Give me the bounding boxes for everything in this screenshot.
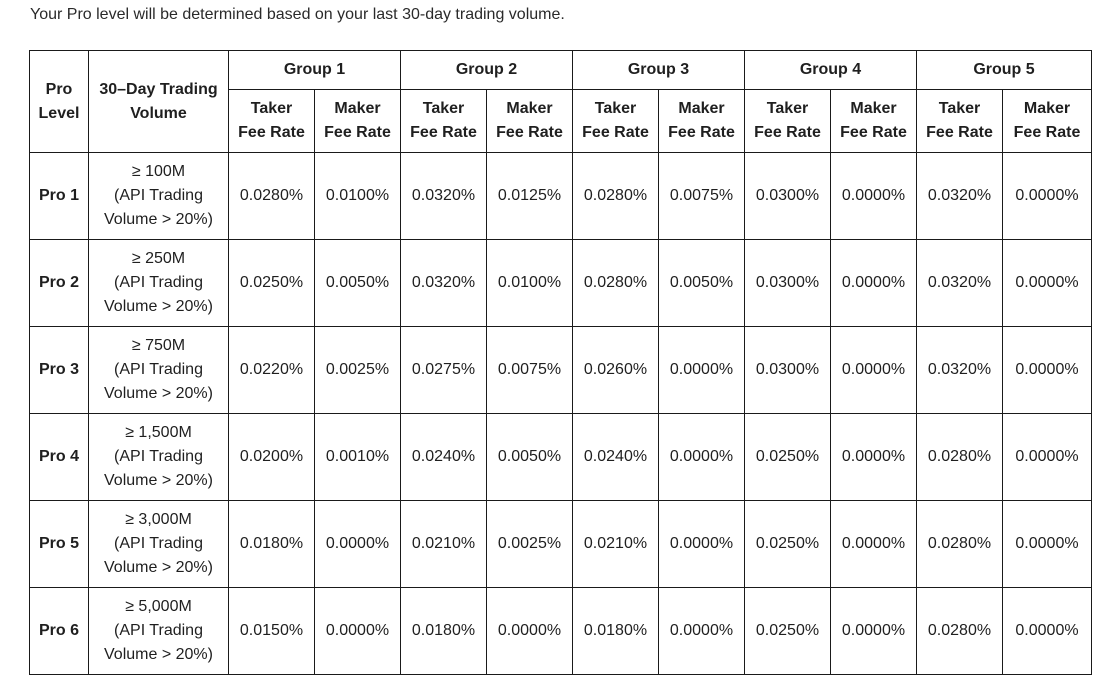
taker-fee-rate-cell: 0.0240% [573, 414, 659, 501]
header-taker-line1: Taker [594, 100, 637, 117]
header-maker-line2: Fee Rate [840, 124, 907, 141]
taker-fee-rate-cell: 0.0210% [573, 501, 659, 588]
taker-fee-rate-cell: 0.0300% [745, 153, 831, 240]
volume-cell [89, 327, 229, 414]
header-pro-level-line2: Level [38, 104, 80, 122]
volume-line: ≥ 1,500M [125, 424, 192, 441]
header-pro-level-line1: Pro [45, 80, 73, 98]
volume-line: ≥ 250M [131, 250, 186, 267]
pro-level-cell: Pro 3 [30, 327, 89, 414]
taker-fee-rate-cell: 0.0280% [917, 414, 1003, 501]
volume-cell [89, 153, 229, 240]
header-maker-fee-rate-group-4 [831, 90, 917, 153]
taker-fee-rate-cell: 0.0150% [229, 588, 315, 675]
header-volume-line2: Volume [130, 104, 187, 122]
maker-fee-rate-cell: 0.0025% [487, 501, 573, 588]
header-maker-line1: Maker [1023, 100, 1071, 117]
table-row [30, 153, 1092, 240]
taker-fee-rate-cell: 0.0200% [229, 414, 315, 501]
header-taker-fee-rate-group-3 [573, 90, 659, 153]
header-group-1: Group 1 [229, 51, 401, 90]
volume-line: (API Trading [114, 448, 203, 465]
volume-line: (API Trading [114, 622, 203, 639]
maker-fee-rate-cell: 0.0000% [659, 327, 745, 414]
volume-line: ≥ 3,000M [125, 511, 192, 528]
taker-fee-rate-cell: 0.0260% [573, 327, 659, 414]
header-group-3: Group 3 [573, 51, 745, 90]
table-row [30, 501, 1092, 588]
taker-fee-rate-cell: 0.0320% [401, 153, 487, 240]
pro-level-cell: Pro 2 [30, 240, 89, 327]
header-taker-line1: Taker [766, 100, 809, 117]
header-group-4: Group 4 [745, 51, 917, 90]
maker-fee-rate-cell: 0.0000% [1003, 588, 1092, 675]
maker-fee-rate-cell: 0.0050% [315, 240, 401, 327]
maker-fee-rate-cell: 0.0000% [659, 588, 745, 675]
volume-line: (API Trading [114, 361, 203, 378]
header-volume [89, 51, 229, 153]
maker-fee-rate-cell: 0.0000% [831, 501, 917, 588]
maker-fee-rate-cell: 0.0100% [315, 153, 401, 240]
taker-fee-rate-cell: 0.0240% [401, 414, 487, 501]
table-row [30, 414, 1092, 501]
header-taker-line1: Taker [938, 100, 981, 117]
header-maker-line1: Maker [506, 100, 553, 117]
taker-fee-rate-cell: 0.0320% [917, 327, 1003, 414]
volume-cell [89, 240, 229, 327]
maker-fee-rate-cell: 0.0000% [831, 240, 917, 327]
fee-table-body [30, 153, 1092, 675]
pro-level-cell: Pro 5 [30, 501, 89, 588]
header-taker-fee-rate-group-5 [917, 90, 1003, 153]
maker-fee-rate-cell: 0.0000% [1003, 153, 1092, 240]
volume-line: ≥ 750M [131, 337, 186, 354]
taker-fee-rate-cell: 0.0280% [573, 153, 659, 240]
taker-fee-rate-cell: 0.0250% [745, 588, 831, 675]
maker-fee-rate-cell: 0.0010% [315, 414, 401, 501]
maker-fee-rate-cell: 0.0000% [831, 414, 917, 501]
maker-fee-rate-cell: 0.0000% [659, 501, 745, 588]
volume-line: (API Trading [114, 535, 203, 552]
volume-line: Volume > 20%) [104, 298, 213, 315]
taker-fee-rate-cell: 0.0250% [745, 501, 831, 588]
header-taker-fee-rate-group-1 [229, 90, 315, 153]
header-taker-line2: Fee Rate [410, 124, 477, 141]
taker-fee-rate-cell: 0.0250% [229, 240, 315, 327]
taker-fee-rate-cell: 0.0320% [917, 240, 1003, 327]
header-taker-fee-rate-group-2 [401, 90, 487, 153]
header-maker-line2: Fee Rate [324, 124, 391, 141]
taker-fee-rate-cell: 0.0250% [745, 414, 831, 501]
maker-fee-rate-cell: 0.0000% [1003, 327, 1092, 414]
header-taker-line1: Taker [250, 100, 293, 117]
volume-line: (API Trading [114, 187, 203, 204]
taker-fee-rate-cell: 0.0220% [229, 327, 315, 414]
maker-fee-rate-cell: 0.0125% [487, 153, 573, 240]
taker-fee-rate-cell: 0.0280% [229, 153, 315, 240]
volume-cell [89, 414, 229, 501]
maker-fee-rate-cell: 0.0000% [315, 588, 401, 675]
header-maker-fee-rate-group-1 [315, 90, 401, 153]
maker-fee-rate-cell: 0.0000% [831, 327, 917, 414]
header-maker-line2: Fee Rate [496, 124, 563, 141]
pro-level-cell: Pro 1 [30, 153, 89, 240]
taker-fee-rate-cell: 0.0320% [401, 240, 487, 327]
taker-fee-rate-cell: 0.0300% [745, 240, 831, 327]
taker-fee-rate-cell: 0.0180% [573, 588, 659, 675]
maker-fee-rate-cell: 0.0000% [1003, 501, 1092, 588]
volume-line: Volume > 20%) [104, 211, 213, 228]
header-taker-line2: Fee Rate [754, 124, 821, 141]
maker-fee-rate-cell: 0.0100% [487, 240, 573, 327]
volume-line: Volume > 20%) [104, 385, 213, 402]
table-row [30, 327, 1092, 414]
maker-fee-rate-cell: 0.0025% [315, 327, 401, 414]
header-taker-line2: Fee Rate [582, 124, 649, 141]
header-maker-fee-rate-group-5 [1003, 90, 1092, 153]
header-taker-fee-rate-group-4 [745, 90, 831, 153]
maker-fee-rate-cell: 0.0075% [659, 153, 745, 240]
taker-fee-rate-cell: 0.0180% [229, 501, 315, 588]
volume-cell [89, 501, 229, 588]
header-taker-line1: Taker [422, 100, 465, 117]
header-maker-fee-rate-group-3 [659, 90, 745, 153]
pro-level-cell: Pro 6 [30, 588, 89, 675]
taker-fee-rate-cell: 0.0320% [917, 153, 1003, 240]
header-maker-line1: Maker [334, 100, 381, 117]
volume-line: Volume > 20%) [104, 559, 213, 576]
taker-fee-rate-cell: 0.0275% [401, 327, 487, 414]
header-maker-line1: Maker [850, 100, 897, 117]
table-row [30, 240, 1092, 327]
maker-fee-rate-cell: 0.0050% [659, 240, 745, 327]
volume-line: ≥ 5,000M [125, 598, 192, 615]
taker-fee-rate-cell: 0.0210% [401, 501, 487, 588]
table-row [30, 588, 1092, 675]
intro-text: Your Pro level will be determined based on your last 30-day trading volume. [30, 6, 565, 23]
header-maker-line2: Fee Rate [668, 124, 735, 141]
maker-fee-rate-cell: 0.0000% [1003, 240, 1092, 327]
volume-line: (API Trading [114, 274, 203, 291]
header-maker-line2: Fee Rate [1013, 124, 1081, 141]
maker-fee-rate-cell: 0.0000% [1003, 414, 1092, 501]
header-volume-line1: 30–Day Trading [99, 80, 218, 98]
header-group-5: Group 5 [917, 51, 1092, 90]
header-taker-line2: Fee Rate [926, 124, 993, 141]
header-maker-line1: Maker [678, 100, 725, 117]
maker-fee-rate-cell: 0.0000% [487, 588, 573, 675]
taker-fee-rate-cell: 0.0280% [917, 501, 1003, 588]
header-group-2: Group 2 [401, 51, 573, 90]
taker-fee-rate-cell: 0.0280% [573, 240, 659, 327]
volume-line: ≥ 100M [131, 163, 186, 180]
volume-line: Volume > 20%) [104, 472, 213, 489]
maker-fee-rate-cell: 0.0050% [487, 414, 573, 501]
pro-level-cell: Pro 4 [30, 414, 89, 501]
maker-fee-rate-cell: 0.0075% [487, 327, 573, 414]
header-taker-line2: Fee Rate [238, 124, 305, 141]
volume-cell [89, 588, 229, 675]
taker-fee-rate-cell: 0.0300% [745, 327, 831, 414]
maker-fee-rate-cell: 0.0000% [831, 153, 917, 240]
taker-fee-rate-cell: 0.0280% [917, 588, 1003, 675]
maker-fee-rate-cell: 0.0000% [315, 501, 401, 588]
header-pro-level [30, 51, 89, 153]
maker-fee-rate-cell: 0.0000% [831, 588, 917, 675]
volume-line: Volume > 20%) [104, 646, 213, 663]
header-maker-fee-rate-group-2 [487, 90, 573, 153]
fee-table [29, 50, 1092, 675]
maker-fee-rate-cell: 0.0000% [659, 414, 745, 501]
taker-fee-rate-cell: 0.0180% [401, 588, 487, 675]
